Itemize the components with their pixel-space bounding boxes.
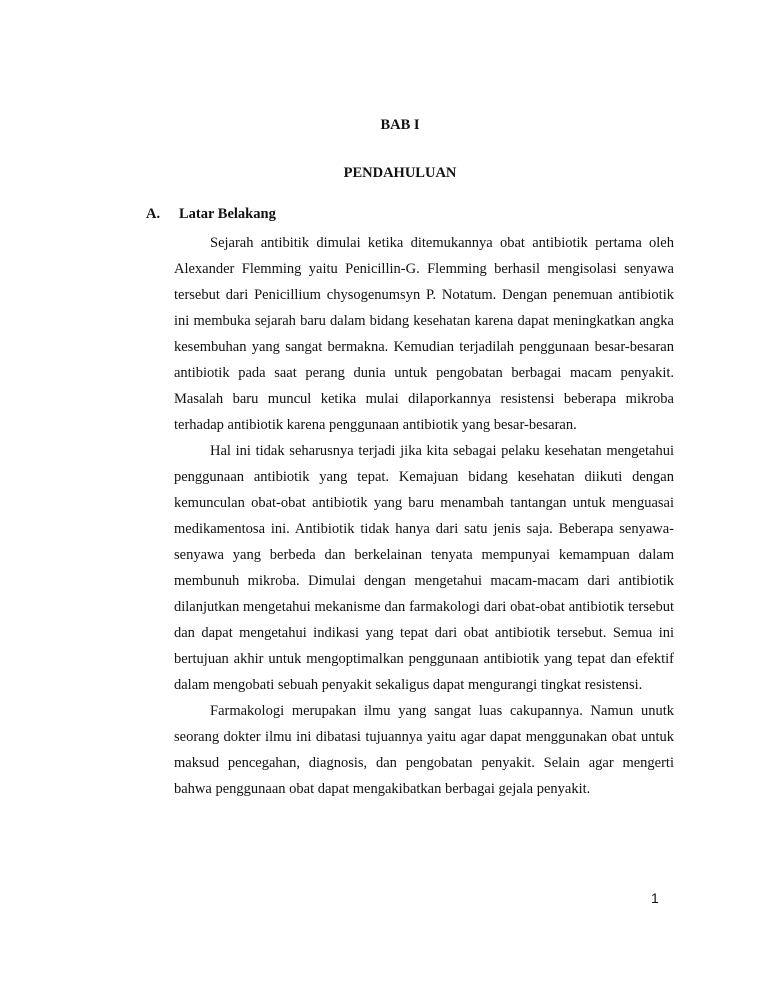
body-text — [174, 230, 674, 802]
page-number: 1 — [651, 890, 659, 906]
paragraph: Hal ini tidak seharusnya terjadi jika kita sebagai pelaku kesehatan mengetahui penggunaan antibiotik yang tepat. Kemajuan bidang kesehatan diikuti dengan kemunculan obat-obat antibiotik yang baru menambah tantangan untuk menguasai medikamentosa ini. Antibiotik tidak hanya dari satu jenis saja. Beberapa senyawa-senyawa yang berbeda dan berkelainan tenyata mempunyai kemampuan dalam membunuh mikroba. Dimulai dengan mengetahui macam-macam dari antibiotik dilanjutkan mengetahui mekanisme dan farmakologi dari obat-obat antibiotik tersebut dan dapat mengetahui indikasi yang tepat dari obat antibiotik tersebut. Semua ini bertujuan akhir untuk mengoptimalkan penggunaan antibiotik yang tepat dan efektif dalam mengobati sebuah penyakit sekaligus dapat mengurangi tingkat resistensi. — [174, 443, 674, 693]
chapter-title: PENDAHULUAN — [343, 165, 457, 181]
paragraph: Farmakologi merupakan ilmu yang sangat luas cakupannya. Namun unutk seorang dokter ilmu ini dibatasi tujuannya yaitu agar dapat menggunakan obat untuk maksud pencegahan, diagnosis, dan pengobatan penyakit. Selain agar mengerti bahwa penggunaan obat dapat mengakibatkan berbagai gejala penyakit. — [174, 703, 674, 797]
section-heading — [146, 206, 276, 223]
chapter-heading: BAB I — [380, 117, 420, 133]
paragraph: Sejarah antibitik dimulai ketika ditemukannya obat antibiotik pertama oleh Alexander Flemming yaitu Penicillin-G. Flemming berhasil mengisolasi senyawa tersebut dari Penicillium chysogenumsyn P. Notatum. Dengan penemuan antibiotik ini membuka sejarah baru dalam bidang kesehatan karena dapat meningkatkan angka kesembuhan yang sangat bermakna. Kemudian terjadilah penggunaan besar-besaran antibiotik pada saat perang dunia untuk pengobatan berbagai macam penyakit. Masalah baru muncul ketika mulai dilaporkannya resistensi beberapa mikroba terhadap antibiotik karena penggunaan antibiotik yang besar-besaran. — [174, 235, 674, 433]
section-number: A. — [146, 206, 161, 222]
section-title: Latar Belakang — [179, 206, 276, 222]
